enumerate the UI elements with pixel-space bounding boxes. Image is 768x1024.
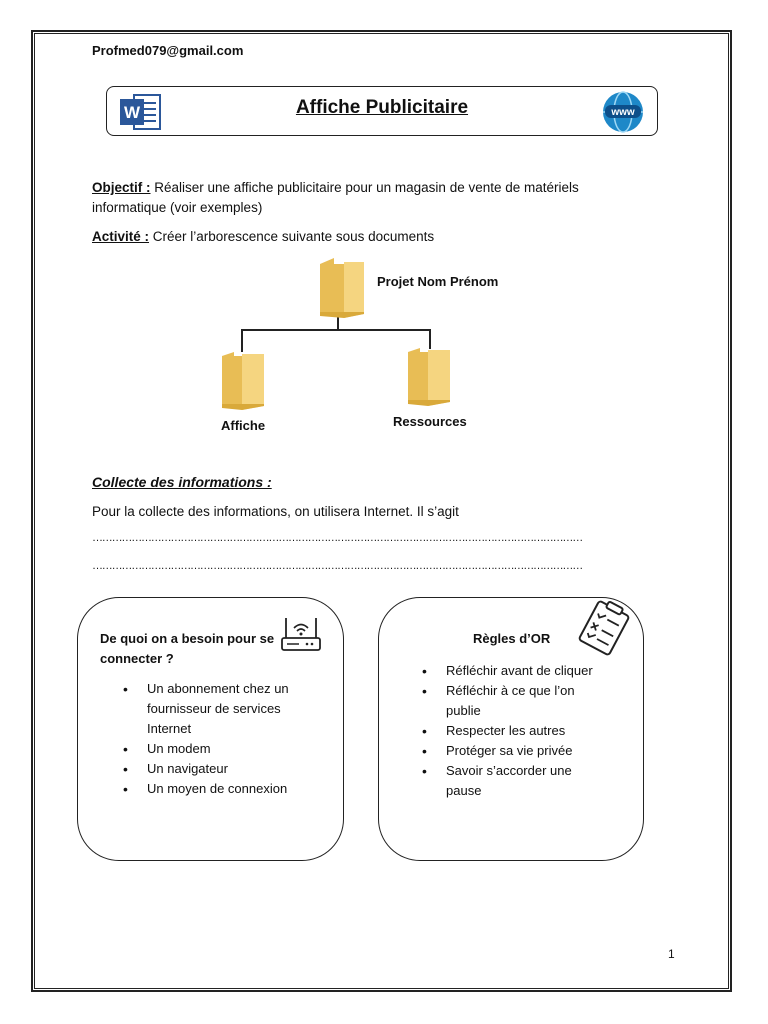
- connection-card-title-line-1: De quoi on a besoin pour se: [100, 631, 275, 646]
- dotted-answer-line-2: ……………………………………………………………………………………………………………………………………: [92, 560, 583, 572]
- ressources-folder-label: Ressources: [393, 414, 467, 429]
- activite-text: Créer l’arborescence suivante sous documents: [149, 229, 435, 244]
- affiche-folder-icon: [220, 350, 268, 412]
- activite-line: [92, 227, 434, 247]
- list-item: • Un moyen de connexion: [123, 779, 289, 799]
- www-badge-text: www: [611, 107, 635, 118]
- connection-needs-card: [77, 597, 344, 861]
- collecte-text: Pour la collecte des informations, on utilisera Internet. Il s’agit: [92, 504, 459, 519]
- affiche-folder-label: Affiche: [221, 418, 266, 433]
- objectif-line-1: [92, 178, 579, 198]
- connection-card-title: [100, 629, 274, 669]
- connection-needs-list: [123, 679, 289, 799]
- golden-rules-card: [378, 597, 644, 861]
- list-item: publie: [446, 703, 481, 718]
- document-title: Affiche Publicitaire: [295, 97, 469, 118]
- list-item: • Protéger sa vie privée: [422, 741, 593, 761]
- dotted-answer-line-1: ……………………………………………………………………………………………………………………………………: [92, 532, 583, 544]
- root-folder-icon: [318, 256, 366, 320]
- objectif-label: Objectif :: [92, 180, 151, 195]
- title-banner: [106, 86, 658, 136]
- list-item: • Réfléchir à ce que l’on: [422, 681, 593, 701]
- wifi-router-icon: [279, 614, 323, 654]
- list-item: fournisseur de services: [147, 701, 281, 716]
- list-item: • Savoir s’accorder une: [422, 761, 593, 781]
- collecte-title: Collecte des informations :: [92, 474, 272, 490]
- ressources-folder-icon: [406, 346, 454, 408]
- checklist-clipboard-icon: [571, 598, 637, 658]
- golden-rules-title: Règles d’OR: [473, 631, 551, 646]
- page-number: 1: [668, 947, 675, 961]
- list-item: • Respecter les autres: [422, 721, 593, 741]
- word-logo-letter: W: [123, 103, 141, 122]
- list-item: • Un navigateur: [123, 759, 289, 779]
- objectif-text-1: Réaliser une affiche publicitaire pour un magasin de vente de matériels: [150, 180, 579, 195]
- www-globe-icon: [599, 90, 647, 134]
- activite-label: Activité :: [92, 229, 150, 244]
- author-email: Profmed079@gmail.com: [92, 43, 244, 58]
- list-item: • Réfléchir avant de cliquer: [422, 661, 593, 681]
- list-item: • Un modem: [123, 739, 289, 759]
- connection-card-title-line-2: connecter ?: [100, 651, 174, 666]
- list-item: pause: [446, 783, 482, 798]
- list-item: • Un abonnement chez un: [123, 679, 289, 699]
- golden-rules-list: [422, 661, 593, 801]
- root-folder-label: Projet Nom Prénom: [377, 274, 499, 289]
- list-item: Internet: [147, 721, 192, 736]
- objectif-text-2: informatique (voir exemples): [92, 200, 263, 215]
